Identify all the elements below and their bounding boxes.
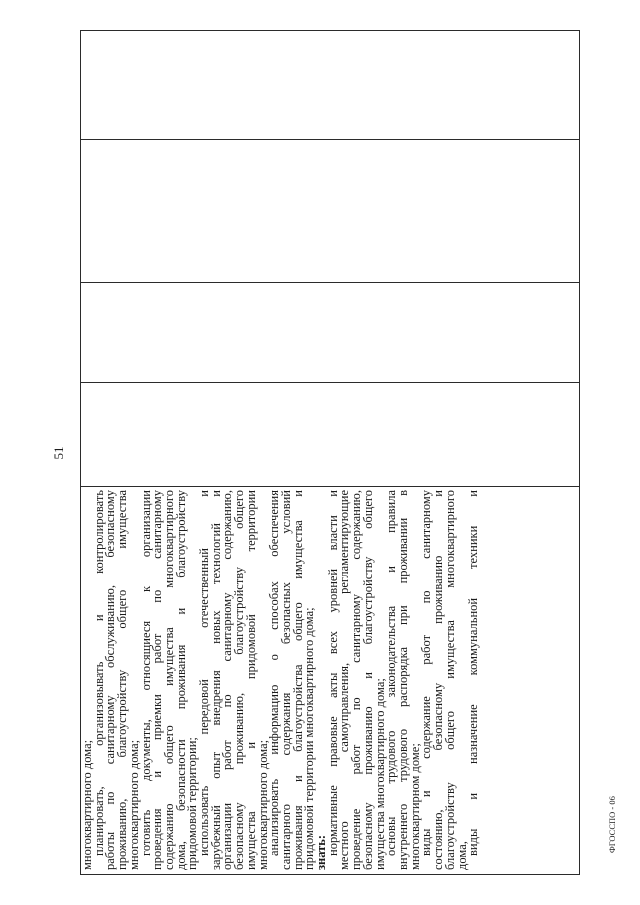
- ability-item: [199, 490, 269, 870]
- ability-item: [138, 490, 200, 870]
- page-number: 51: [51, 446, 66, 460]
- skills-knowledge-cell: [81, 486, 579, 874]
- text-line: проведение работ по санитарному содержанию,: [349, 490, 364, 870]
- text-line: многоквартирного дома;: [126, 739, 141, 870]
- heading-text: знать:: [314, 834, 329, 870]
- ability-item: [91, 490, 141, 870]
- text-line: работы по санитарному обслуживанию, безопасному: [103, 490, 118, 870]
- text-line: многоквартирном доме;: [407, 743, 422, 870]
- text-line: основы трудового законодательства и правила: [384, 490, 399, 856]
- table-cell-column-2: [81, 382, 579, 486]
- text-line: многоквартирного дома;: [255, 739, 270, 870]
- text-line: многоквартирного дома;: [80, 739, 94, 870]
- text-line: планировать, организовывать и контролировать: [91, 490, 106, 856]
- text-line: имущества и придомовой территории: [243, 490, 258, 870]
- text-line: местного самоуправления, регламентирующие: [337, 490, 352, 870]
- table-cell-column-4: [81, 139, 579, 282]
- text-line: организации работ по санитарному содержанию,: [220, 490, 235, 870]
- text-line: проживания и благоустройства общего имущества и: [290, 490, 305, 870]
- text-line: зарубежный опыт внедрения новых технологий и: [208, 490, 223, 870]
- text-line: виды и назначение коммунальной техники и: [466, 490, 481, 856]
- knowledge-item: [421, 490, 468, 870]
- text-line: имущества многоквартирного дома;: [372, 678, 387, 870]
- text-line: внутреннего трудового распорядка при проживании в: [395, 490, 410, 870]
- knowledge-item: [325, 490, 387, 870]
- table-cell-column-5: [81, 31, 579, 139]
- table-cell-column-3: [81, 282, 579, 382]
- knowledge-item: [468, 490, 480, 870]
- text-line: придомовой территории;: [185, 737, 200, 870]
- text-line: состоянию, безопасному проживанию и: [431, 490, 446, 870]
- text-line: виды и содержание работ по санитарному: [419, 490, 434, 856]
- text-line: проживанию, благоустройству общего имущества: [115, 490, 130, 870]
- text-line: дома, безопасности проживания и благоустройству: [173, 490, 188, 870]
- text-line: использовать передовой отечественный и: [197, 490, 212, 856]
- text-line: содержанию общего имущества многоквартирного: [161, 490, 176, 870]
- text-line: придомовой территории многоквартирного дома;: [302, 607, 317, 870]
- text-line: нормативные правовые акты всех уровней власти и: [325, 490, 340, 856]
- text-line: готовить документы, относящиеся к организации: [138, 490, 153, 856]
- text-line: благоустройству общего имущества многоквартирного: [442, 490, 457, 870]
- text-line: безопасному проживанию и благоустройству общего: [360, 490, 375, 870]
- text-line: дома,: [454, 841, 469, 870]
- text-line: анализировать информацию о способах обеспечения: [267, 490, 282, 856]
- competency-table: [80, 30, 580, 875]
- ability-item: [269, 490, 316, 870]
- footer-code: ФГОССПО - 06: [607, 796, 617, 853]
- text-line: безопасному проживанию, благоустройству общего: [232, 490, 247, 870]
- text-line: проведения и приемки работ по санитарному: [150, 490, 165, 870]
- text-line: санитарного содержания безопасных условий: [278, 490, 293, 870]
- knowledge-item: [386, 490, 421, 870]
